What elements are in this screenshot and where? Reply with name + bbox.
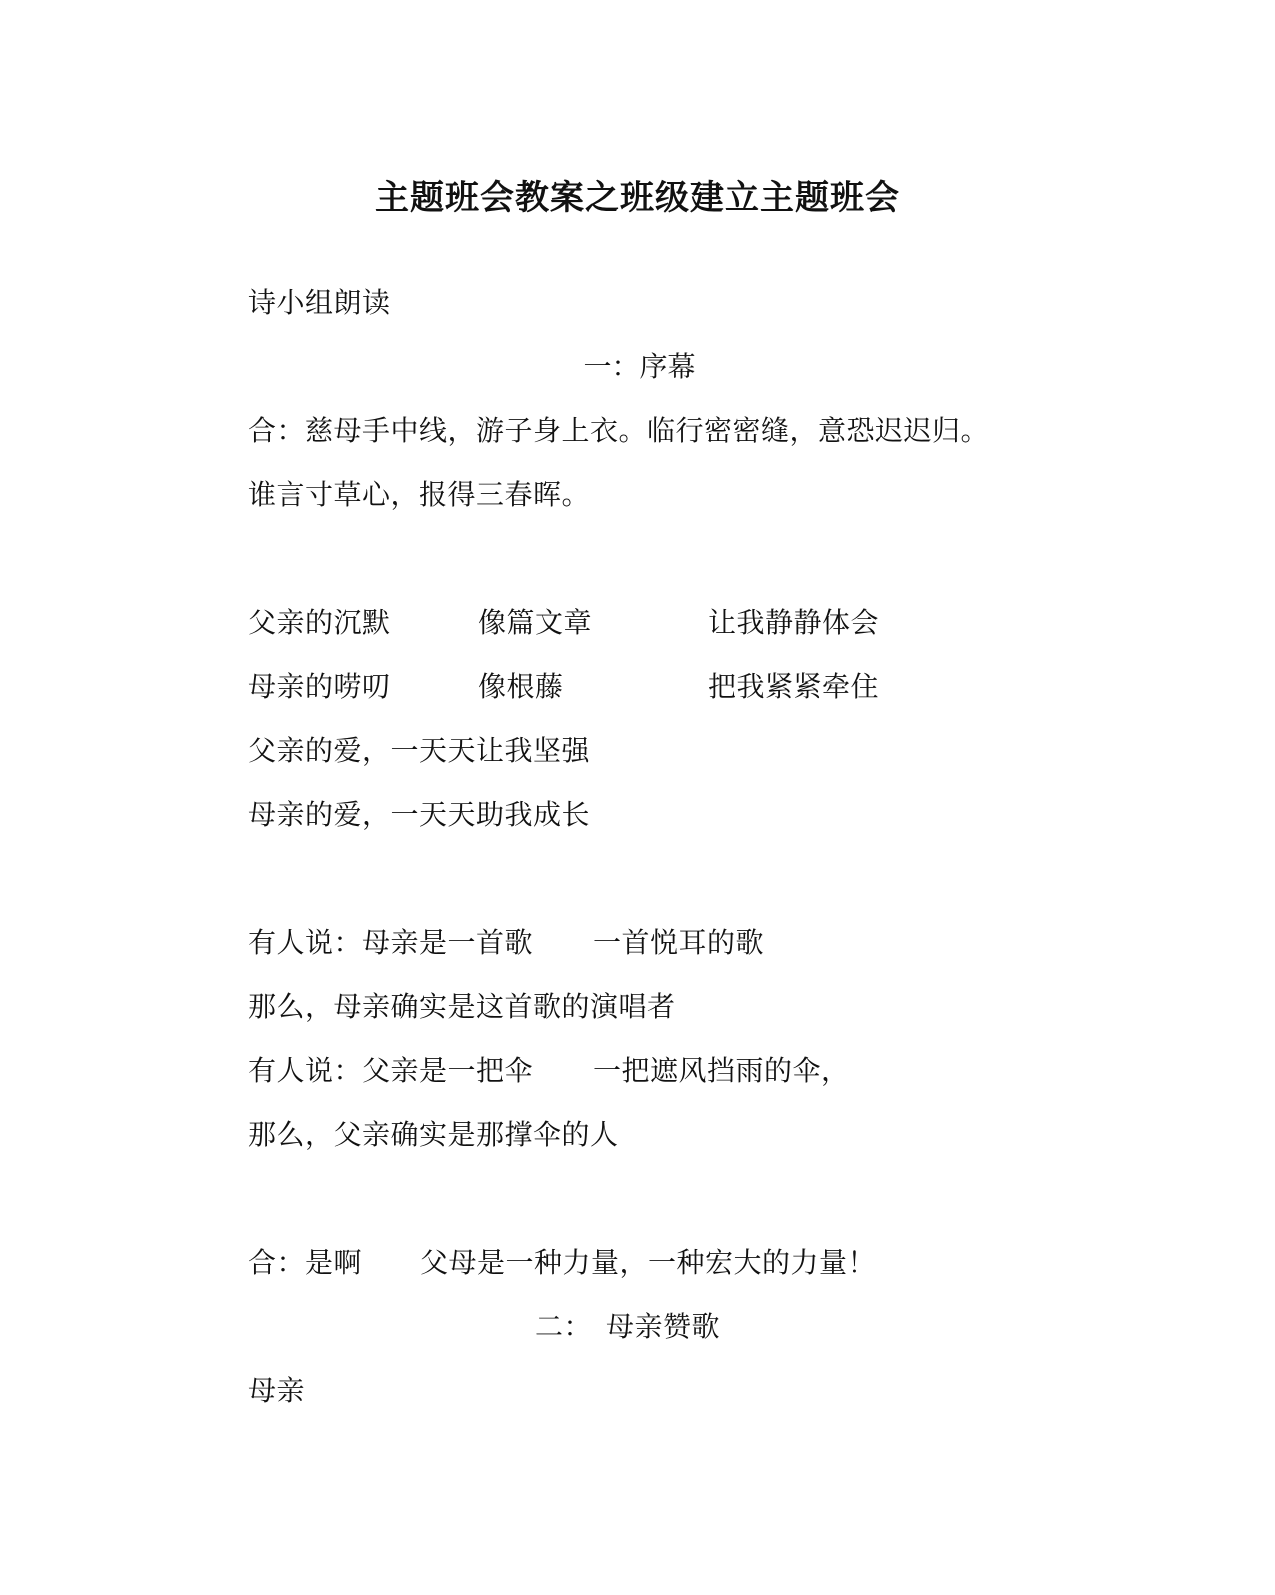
row1-col3: 让我静静体会 bbox=[708, 606, 880, 639]
chorus-part-a: 合：是啊 bbox=[248, 1246, 363, 1279]
saying1-follow: 那么，母亲确实是这首歌的演唱者 bbox=[248, 990, 676, 1023]
mother-love-line: 母亲的爱，一天天助我成长 bbox=[248, 798, 591, 831]
section2-heading-title: 母亲赞歌 bbox=[606, 1310, 721, 1343]
saying2-part-a: 有人说：父亲是一把伞 bbox=[248, 1054, 534, 1087]
poem-line-1: 合：慈母手中线，游子身上衣。临行密密缝，意恐迟迟归。 bbox=[248, 414, 990, 447]
row2-col1: 母亲的唠叨 bbox=[248, 670, 391, 703]
saying2-part-b: 一把遮风挡雨的伞， bbox=[593, 1054, 850, 1087]
document-title: 主题班会教案之班级建立主题班会 bbox=[375, 178, 900, 218]
last-line: 母亲 bbox=[248, 1374, 306, 1407]
row2-col3: 把我紧紧牵住 bbox=[708, 670, 880, 703]
saying1-part-a: 有人说：母亲是一首歌 bbox=[248, 926, 534, 959]
poem-line-2: 谁言寸草心，报得三春晖。 bbox=[248, 478, 591, 511]
saying1-part-b: 一首悦耳的歌 bbox=[593, 926, 765, 959]
row2-col2: 像根藤 bbox=[478, 670, 564, 703]
row1-col1: 父亲的沉默 bbox=[248, 606, 391, 639]
intro-line: 诗小组朗读 bbox=[248, 286, 391, 319]
section1-heading: 一：序幕 bbox=[583, 350, 696, 383]
father-love-line: 父亲的爱，一天天让我坚强 bbox=[248, 734, 591, 767]
section2-heading-number: 二： bbox=[535, 1310, 593, 1343]
chorus-part-b: 父母是一种力量，一种宏大的力量！ bbox=[420, 1246, 877, 1279]
row1-col2: 像篇文章 bbox=[478, 606, 593, 639]
saying2-follow: 那么，父亲确实是那撑伞的人 bbox=[248, 1118, 619, 1151]
